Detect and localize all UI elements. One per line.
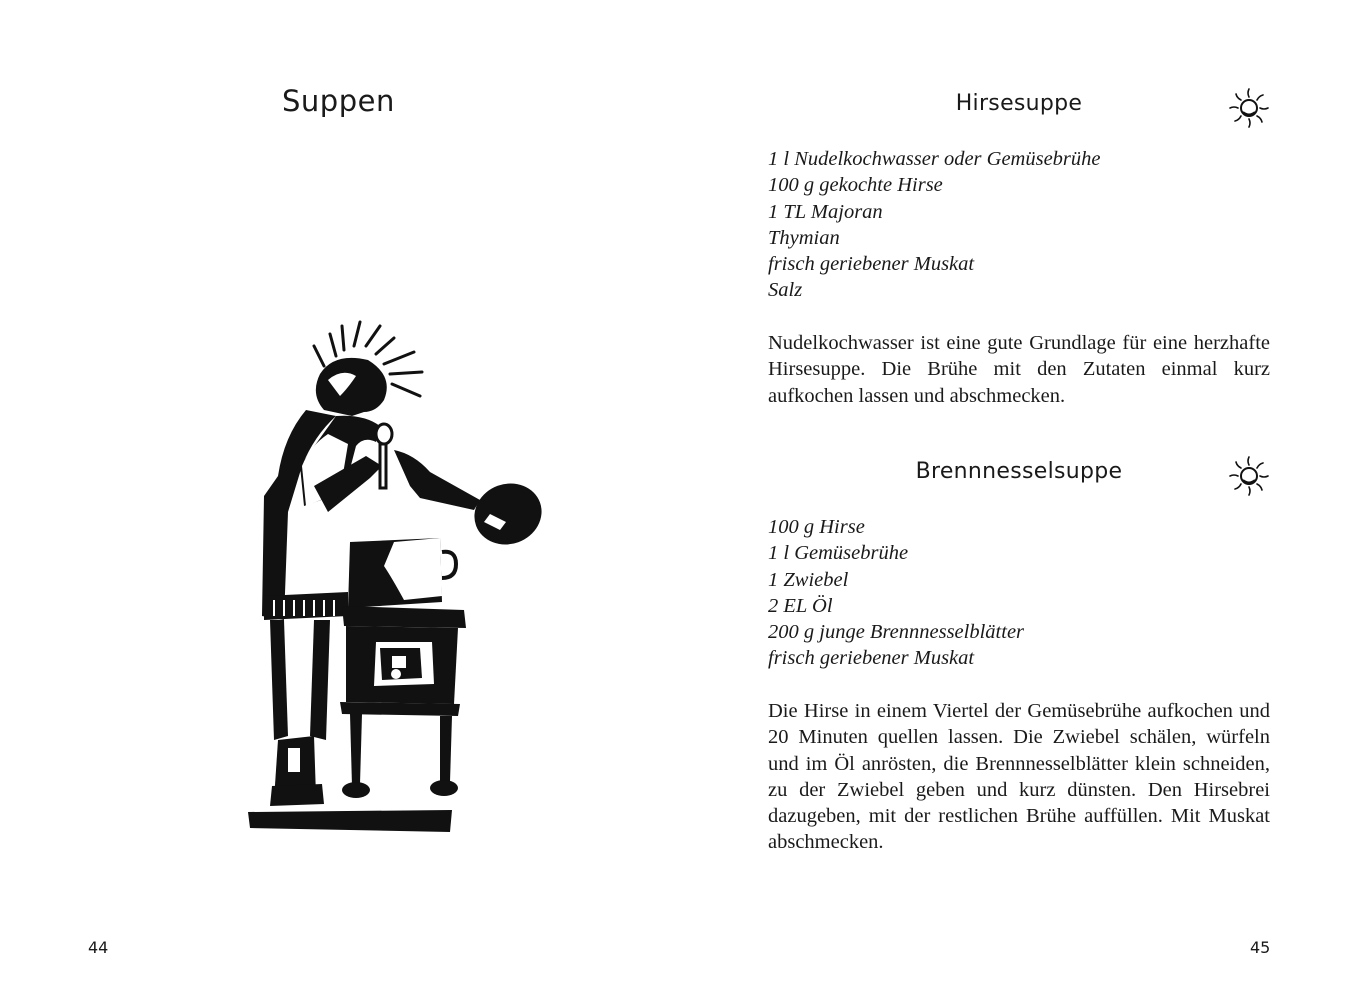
ingredient-item: 1 TL Majoran	[768, 200, 883, 223]
ingredient-item: 100 g gekochte Hirse	[768, 174, 943, 197]
ingredient-item: frisch geriebener Muskat	[768, 647, 975, 670]
chapter-title: Suppen	[282, 84, 395, 118]
ingredient-item: 200 g junge Brennnesselblätter	[768, 621, 1025, 644]
ingredient-item: 1 l Nudelkochwasser oder Gemüsebrühe	[768, 148, 1101, 170]
cook-at-stove-illustration	[244, 316, 556, 836]
recipe-title-brennnesselsuppe: Brennnesselsuppe	[915, 459, 1123, 484]
ingredient-item: Salz	[768, 279, 803, 302]
ingredient-item: 2 EL Öl	[768, 594, 833, 617]
ingredient-item: 100 g Hirse	[768, 516, 865, 538]
sun-icon	[1227, 454, 1271, 498]
ingredient-item: 1 l Gemüsebrühe	[768, 542, 909, 565]
ingredient-item: Thymian	[768, 226, 840, 249]
instructions-brennnesselsuppe: Die Hirse in einem Viertel der Gemüsebrühe aufkochen und 20 Minuten quellen lassen. Die Zwiebel schälen, würfeln und im Öl anrösten, die Brennnesselblätter klein schneiden, zu der Zwiebel geben und kurz dünsten. Den Hirsebrei dazugeben, mit der restlichen Brühe auffüllen. Mit Muskat abschmecken.	[768, 700, 1270, 854]
ingredient-item: frisch geriebener Muskat	[768, 253, 975, 276]
ingredient-item: 1 Zwiebel	[768, 568, 849, 591]
recipe-title-hirsesuppe: Hirsesuppe	[955, 91, 1083, 116]
page-number-left: 44	[88, 938, 109, 957]
ingredient-list-hirsesuppe	[768, 146, 1270, 304]
instructions-hirsesuppe: Nudelkochwasser ist eine gute Grundlage für eine herzhafte Hirsesuppe. Die Brühe mit den Zutaten einmal kurz aufkochen lassen und abschmecken.	[768, 332, 1270, 407]
ingredient-list-brennnesselsuppe	[768, 514, 1270, 672]
sun-icon	[1227, 86, 1271, 130]
page-number-right: 45	[1250, 938, 1271, 957]
